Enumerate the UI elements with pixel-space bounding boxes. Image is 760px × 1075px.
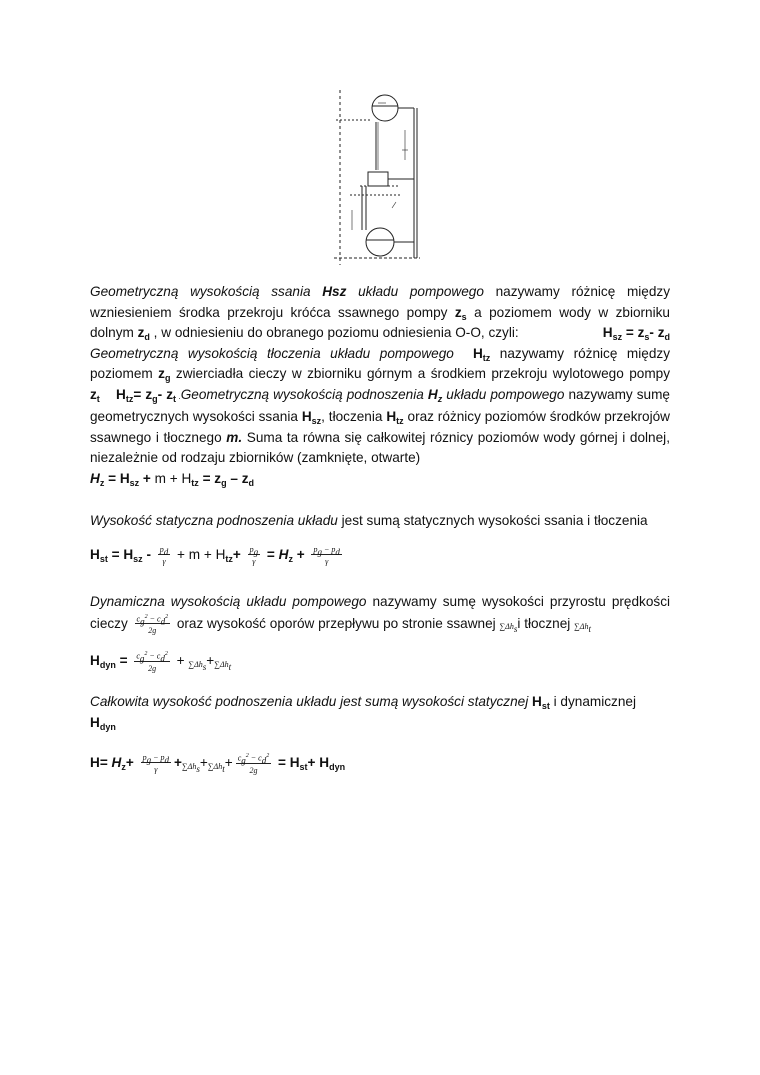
eq-term: = $H_z$ + — [263, 547, 309, 565]
equation-hdyn — [90, 650, 670, 675]
equation-hst — [90, 545, 670, 566]
term: Geometryczną wysokością tłoczenia układu pompowego — [90, 345, 454, 361]
eq-term: $H_{dyn}$ = — [90, 652, 132, 670]
symbol: $H_{tz}$ — [472, 345, 491, 363]
paragraph-total-height — [90, 692, 670, 733]
symbol: $H_{tz}$ — [386, 409, 404, 426]
text: nazywamy sumę geometrycznych wysokości ssania — [90, 386, 670, 424]
text: a poziomem wody w zbiorniku dolnym — [90, 304, 670, 340]
text: nazywamy różnicę między poziomem — [90, 345, 670, 381]
eq-term: + — [199, 754, 208, 770]
symbol: m. — [226, 429, 243, 445]
formula-hz-rest: $_{tz} = z_g - z_d$ — [191, 470, 255, 488]
text: nazywamy sumę wysokości przyrostu prędkości cieczy — [90, 594, 671, 631]
symbol: $z_g$ — [158, 366, 171, 383]
text: , tłoczenia — [321, 409, 387, 424]
text: . — [176, 391, 181, 401]
formula-htz: $H_{tz}= z_g-$ $z_t$ — [116, 386, 176, 404]
eq-term: = $H_{st}+ H_{dyn}$ — [274, 754, 346, 772]
sum-losses-discharge: $\sum\Delta h_t$ — [574, 622, 591, 635]
sum-losses-suction: $\sum\Delta h_s$ — [188, 659, 207, 672]
fraction-pg-pd-gamma: $\frac{p_g - p_d}{\gamma}$ — [142, 752, 169, 774]
term: Wysokość statyczna podnoszenia układu — [90, 513, 338, 528]
text: i tłocznej — [517, 615, 575, 631]
term: Geometryczną wysokością podnoszenia — [180, 386, 428, 402]
upper-tank — [372, 95, 398, 121]
paragraph-static-height — [90, 511, 670, 532]
paragraph-dynamic-height — [90, 592, 670, 638]
text: zwierciadła cieczy w zbiorniku górnym a środkiem przekroju wylotowego pompy — [170, 366, 671, 381]
eq-term: $H= H_z+$ — [90, 754, 138, 772]
pump — [368, 172, 388, 186]
paragraph-geometric-heights — [90, 282, 670, 489]
eq-term: $H_{st} = H_{sz}$ - — [90, 547, 155, 565]
text: oraz różnicy poziomów środków przekrojów ssawnego i tłocznego — [90, 409, 670, 445]
eq-term: + — [224, 754, 233, 770]
text: i dynamicznej — [549, 694, 636, 709]
fraction-velocity: $\frac{c_g^2 - c_d^2}{2g}$ — [136, 613, 169, 636]
symbol: $z_d$ — [137, 325, 150, 342]
text: oraz wysokość oporów przepływu po stronie ssawnej — [173, 615, 500, 631]
lower-tank — [366, 228, 394, 256]
sum-losses-discharge: $\sum\Delta h_t$ — [214, 659, 232, 672]
fraction-velocity: $\frac{c_g^2 - c_d^2}{2g}$ — [136, 651, 168, 673]
symbol: $H_z$ — [427, 386, 443, 404]
text: jest sumą statycznych wysokości ssania i tłoczenia — [337, 513, 648, 528]
symbol: $z_t$ — [90, 386, 100, 404]
fraction-velocity: $\frac{c_g^2 - c_d^2}{2g}$ — [237, 753, 270, 775]
text: m + H — [154, 470, 192, 486]
eq-term: + $m + H_{tz}+$ — [173, 547, 245, 565]
pump-system-diagram — [330, 90, 430, 265]
formula-hsz: $H_{sz} = z_s-$ $z_d$ — [602, 325, 670, 342]
term: układu pompowego — [358, 284, 484, 299]
text: Suma ta równa się całkowitej róznicy poziomów wody górnej i dolnej, niezależnie od rodzaju zbiorników (zamknięte, otwarte) — [90, 429, 670, 465]
text: nazywamy różnicę między wzniesieniem środka przekroju króćca ssawnego pompy — [90, 284, 671, 320]
sum-losses-suction: $\sum\Delta h_s$ — [181, 761, 200, 774]
sum-losses-suction: $\sum\Delta h_s$ — [499, 622, 518, 635]
symbol: $z_s$ — [454, 304, 467, 322]
fraction-pd-gamma: $\frac{p_d}{\gamma}$ — [159, 545, 169, 566]
sum-losses-discharge: $\sum\Delta h_t$ — [207, 761, 225, 774]
term: Hsz — [322, 284, 347, 299]
symbol: $H_{sz}$ — [301, 409, 322, 426]
term: Dynamiczna wysokością układu pompowego — [90, 594, 367, 609]
eq-term: + — [172, 652, 189, 668]
term: układu pompowego — [442, 386, 565, 402]
symbol: $H_{st}$ — [532, 694, 550, 711]
term: Geometryczną wysokością ssania — [90, 284, 311, 299]
term: Całkowita wysokość podnoszenia układu jest sumą wysokości statycznej — [90, 694, 532, 709]
eq-term: + — [206, 652, 215, 668]
fraction-pg-gamma: $\frac{p_g}{\gamma}$ — [249, 545, 259, 566]
text: , w odniesieniu do obranego poziomu odniesienia O-O, czyli: — [149, 325, 519, 340]
formula-hz: $H_z = H_{sz}$ + — [90, 470, 155, 488]
symbol: $H_{dyn}$ — [90, 714, 116, 732]
equation-h-total — [90, 752, 670, 777]
eq-term: + — [174, 754, 182, 770]
fraction-pg-pd-gamma: $\frac{p_g - p_d}{\gamma}$ — [313, 545, 340, 566]
